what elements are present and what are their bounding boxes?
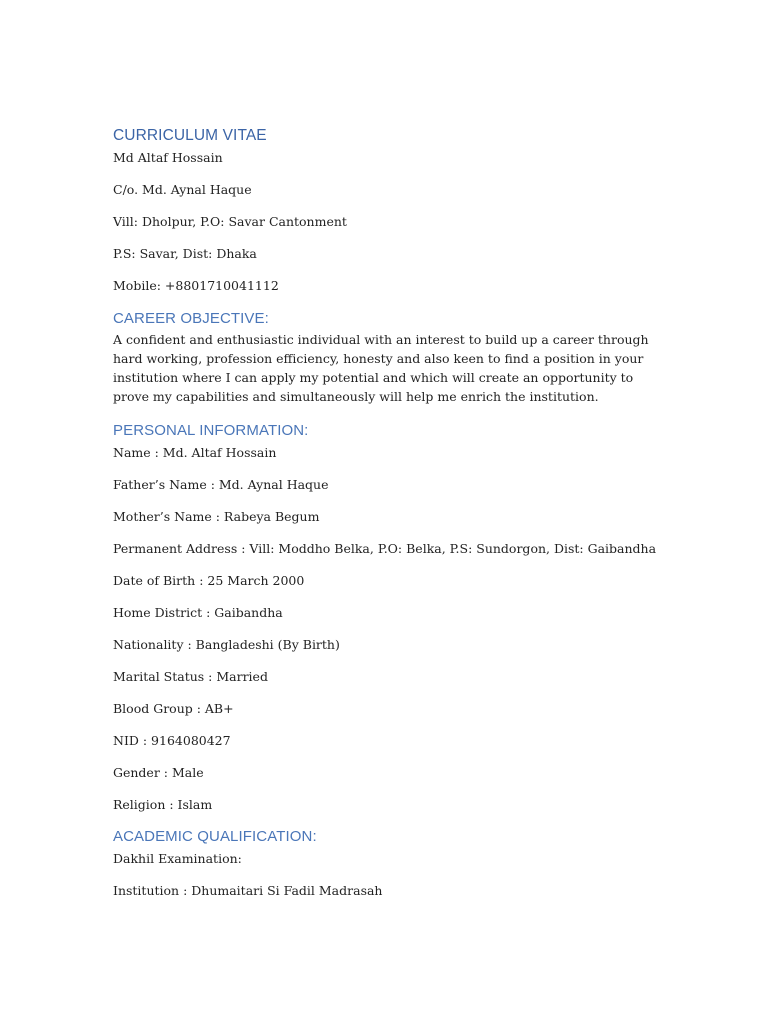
- personal-gender: Gender : Male: [113, 765, 204, 780]
- career-objective-heading: CAREER OBJECTIVE:: [113, 310, 269, 327]
- personal-nid: NID : 9164080427: [113, 733, 231, 748]
- contact-care-of: C/o. Md. Aynal Haque: [113, 182, 252, 197]
- personal-name: Name : Md. Altaf Hossain: [113, 445, 277, 460]
- personal-father-name: Father’s Name : Md. Aynal Haque: [113, 477, 329, 492]
- contact-police-station: P.S: Savar, Dist: Dhaka: [113, 246, 257, 261]
- personal-blood-group: Blood Group : AB+: [113, 701, 234, 716]
- contact-mobile: Mobile: +8801710041112: [113, 278, 279, 293]
- document-content: [113, 126, 657, 899]
- academic-exam: Dakhil Examination:: [113, 851, 242, 866]
- personal-permanent-address: Permanent Address : Vill: Moddho Belka, P.O: Belka, P.S: Sundorgon, Dist: Gaibandha: [113, 541, 657, 556]
- cv-title: CURRICULUM VITAE: [113, 127, 267, 144]
- personal-nationality: Nationality : Bangladeshi (By Birth): [113, 637, 340, 652]
- personal-marital-status: Marital Status : Married: [113, 669, 268, 684]
- contact-name: Md Altaf Hossain: [113, 150, 223, 165]
- contact-village: Vill: Dholpur, P.O: Savar Cantonment: [113, 214, 347, 229]
- career-objective-text: A confident and enthusiastic individual with an interest to build up a career through hard working, profession efficiency, honesty and also keen to find a position in your institution where I can apply my potential and which will create an opportunity to prove my capabilities and simultaneously will help me enrich the institution.: [113, 332, 649, 404]
- personal-information-heading: PERSONAL INFORMATION:: [113, 422, 309, 439]
- academic-institution: Institution : Dhumaitari Si Fadil Madrasah: [113, 883, 383, 898]
- personal-date-of-birth: Date of Birth : 25 March 2000: [113, 573, 305, 588]
- personal-mother-name: Mother’s Name : Rabeya Begum: [113, 509, 320, 524]
- personal-religion: Religion : Islam: [113, 797, 213, 812]
- personal-home-district: Home District : Gaibandha: [113, 605, 283, 620]
- academic-qualification-heading: ACADEMIC QUALIFICATION:: [113, 828, 317, 845]
